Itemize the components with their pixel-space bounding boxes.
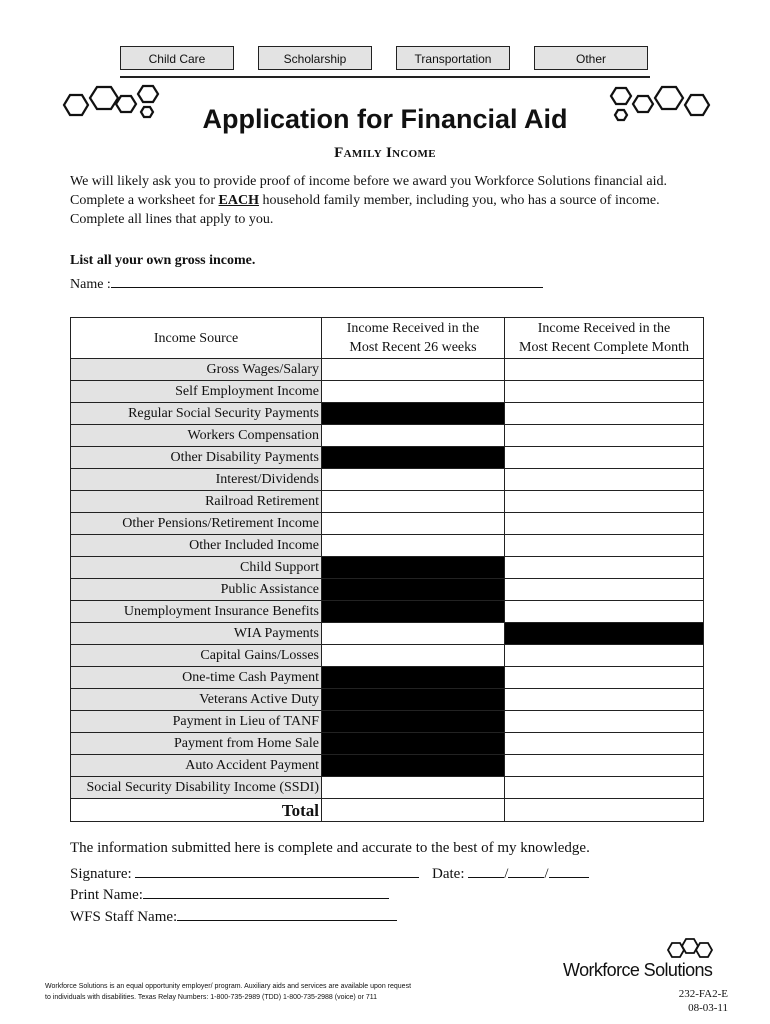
table-row — [71, 557, 704, 579]
table-row — [71, 755, 704, 777]
table-row — [71, 425, 704, 447]
income-source-label: Payment in Lieu of TANF — [71, 711, 322, 733]
table-row — [71, 491, 704, 513]
income-month-field[interactable] — [505, 667, 704, 689]
income-month-field[interactable] — [505, 403, 704, 425]
income-table — [70, 317, 704, 822]
staff-name-row — [70, 906, 397, 926]
income-month-field[interactable] — [505, 535, 704, 557]
income-month-field[interactable] — [505, 601, 704, 623]
print-name-field[interactable] — [143, 884, 389, 899]
instruction-line: Complete all lines that apply to you. — [70, 212, 274, 227]
income-source-label: Auto Accident Payment — [71, 755, 322, 777]
income-month-field[interactable] — [505, 689, 704, 711]
total-26-weeks-field[interactable] — [322, 799, 505, 822]
income-26-weeks-field[interactable] — [322, 491, 505, 513]
income-26-weeks-field[interactable] — [322, 535, 505, 557]
income-source-label: Social Security Disability Income (SSDI) — [71, 777, 322, 799]
header-26-weeks — [322, 318, 505, 359]
income-source-label: Self Employment Income — [71, 381, 322, 403]
table-row — [71, 359, 704, 381]
income-month-field[interactable] — [505, 381, 704, 403]
tab-other[interactable]: Other — [534, 46, 648, 70]
blocked-cell — [322, 447, 505, 469]
section-subtitle: Family Income — [334, 145, 436, 161]
footer-notice — [45, 981, 485, 1003]
date-month-field[interactable] — [468, 863, 504, 878]
income-source-label: Payment from Home Sale — [71, 733, 322, 755]
date-separator: / — [544, 866, 549, 882]
table-header-row — [71, 318, 704, 359]
income-source-label: Other Disability Payments — [71, 447, 322, 469]
table-row — [71, 711, 704, 733]
income-source-label: One-time Cash Payment — [71, 667, 322, 689]
income-26-weeks-field[interactable] — [322, 381, 505, 403]
income-26-weeks-field[interactable] — [322, 645, 505, 667]
income-source-label: Other Included Income — [71, 535, 322, 557]
blocked-cell — [322, 689, 505, 711]
date-label: Date: — [432, 866, 465, 882]
table-row — [71, 447, 704, 469]
signature-field[interactable] — [135, 863, 419, 878]
income-source-label: Public Assistance — [71, 579, 322, 601]
income-month-field[interactable] — [505, 733, 704, 755]
table-row — [71, 623, 704, 645]
form-code — [679, 987, 728, 1015]
total-row — [71, 799, 704, 822]
blocked-cell — [322, 755, 505, 777]
tab-transportation[interactable]: Transportation — [396, 46, 510, 70]
income-26-weeks-field[interactable] — [322, 425, 505, 447]
header-text: Income Received in the — [537, 321, 671, 336]
income-month-field[interactable] — [505, 425, 704, 447]
tabs-divider — [120, 76, 650, 78]
income-month-field[interactable] — [505, 513, 704, 535]
staff-name-field[interactable] — [177, 906, 397, 921]
instruction-text: household family member, including you, who has a source of income. — [258, 193, 660, 208]
income-source-label: Veterans Active Duty — [71, 689, 322, 711]
income-26-weeks-field[interactable] — [322, 777, 505, 799]
date-separator: / — [504, 866, 509, 882]
instruction-line: We will likely ask you to provide proof of income before we award you Workforce Solutions financial aid. — [70, 174, 667, 189]
income-month-field[interactable] — [505, 777, 704, 799]
blocked-cell — [505, 623, 704, 645]
income-26-weeks-field[interactable] — [322, 513, 505, 535]
date-day-field[interactable] — [508, 863, 544, 878]
income-month-field[interactable] — [505, 469, 704, 491]
blocked-cell — [322, 733, 505, 755]
name-field-row — [70, 274, 543, 293]
blocked-cell — [322, 711, 505, 733]
income-month-field[interactable] — [505, 645, 704, 667]
income-source-label: Regular Social Security Payments — [71, 403, 322, 425]
staff-name-label: WFS Staff Name: — [70, 909, 178, 925]
blocked-cell — [322, 667, 505, 689]
signature-label: Signature: — [70, 866, 132, 882]
footer-line: Workforce Solutions is an equal opportunity employer/ program. Auxiliary aids and services are available upon request — [45, 983, 412, 990]
header-text: Most Recent 26 weeks — [349, 340, 477, 355]
income-month-field[interactable] — [505, 755, 704, 777]
table-row — [71, 645, 704, 667]
signature-row — [70, 863, 419, 883]
header-text: Income Received in the — [346, 321, 480, 336]
income-source-label: Workers Compensation — [71, 425, 322, 447]
date-row — [432, 863, 589, 883]
income-source-label: WIA Payments — [71, 623, 322, 645]
instructions — [70, 172, 710, 229]
table-row — [71, 601, 704, 623]
income-month-field[interactable] — [505, 557, 704, 579]
income-rows — [71, 359, 704, 799]
table-row — [71, 513, 704, 535]
form-date: 08-03-11 — [688, 1002, 728, 1014]
print-name-row — [70, 884, 389, 904]
table-row — [71, 535, 704, 557]
income-26-weeks-field[interactable] — [322, 623, 505, 645]
program-tabs — [120, 46, 650, 76]
logo-text: Workforce Solutions — [563, 960, 713, 980]
tab-scholarship[interactable]: Scholarship — [258, 46, 372, 70]
income-month-field[interactable] — [505, 491, 704, 513]
table-row — [71, 403, 704, 425]
instruction-text: Complete a worksheet for — [70, 193, 219, 208]
instruction-line — [70, 191, 710, 210]
income-source-label: Other Pensions/Retirement Income — [71, 513, 322, 535]
print-name-label: Print Name: — [70, 887, 143, 903]
income-source-label: Capital Gains/Losses — [71, 645, 322, 667]
income-source-label: Unemployment Insurance Benefits — [71, 601, 322, 623]
date-year-field[interactable] — [549, 863, 589, 878]
page-title: Application for Financial Aid — [202, 104, 568, 134]
name-label: Name : — [70, 277, 111, 292]
income-26-weeks-field[interactable] — [322, 469, 505, 491]
income-month-field[interactable] — [505, 359, 704, 381]
blocked-cell — [322, 579, 505, 601]
certification-statement: The information submitted here is complete and accurate to the best of my knowledge. — [70, 840, 590, 856]
header-text: Most Recent Complete Month — [519, 340, 689, 355]
table-row — [71, 667, 704, 689]
table-row — [71, 381, 704, 403]
income-source-label: Interest/Dividends — [71, 469, 322, 491]
table-row — [71, 689, 704, 711]
form-number: 232-FA2-E — [678, 988, 728, 1000]
income-source-label: Railroad Retirement — [71, 491, 322, 513]
table-row — [71, 777, 704, 799]
income-month-field[interactable] — [505, 579, 704, 601]
emphasis-text: EACH — [218, 193, 259, 208]
income-month-field[interactable] — [505, 711, 704, 733]
total-month-field[interactable] — [505, 799, 704, 822]
footer-line: to individuals with disabilities. Texas Relay Numbers: 1-800-735-2989 (TDD) 1-800-735-2988 (voice) or 711 — [45, 994, 378, 1001]
income-26-weeks-field[interactable] — [322, 359, 505, 381]
blocked-cell — [322, 403, 505, 425]
income-source-label: Gross Wages/Salary — [71, 359, 322, 381]
header-recent-month — [505, 318, 704, 359]
table-row — [71, 579, 704, 601]
total-label: Total — [71, 799, 322, 822]
header-income-source: Income Source — [71, 318, 322, 359]
blocked-cell — [322, 601, 505, 623]
list-heading: List all your own gross income. — [70, 253, 256, 268]
name-field[interactable] — [111, 274, 543, 288]
tab-child-care[interactable]: Child Care — [120, 46, 234, 70]
income-month-field[interactable] — [505, 447, 704, 469]
table-row — [71, 469, 704, 491]
table-row — [71, 733, 704, 755]
blocked-cell — [322, 557, 505, 579]
income-source-label: Child Support — [71, 557, 322, 579]
